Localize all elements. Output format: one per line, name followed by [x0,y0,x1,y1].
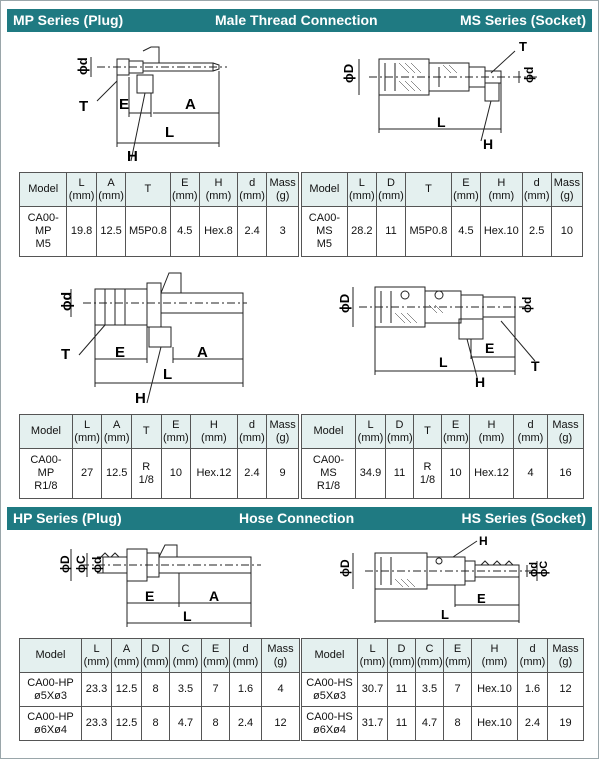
cell-mass: 4 [262,673,300,707]
ms-m5-spec-table [301,172,583,257]
header-d: d (mm) [522,173,551,207]
section-header-male-thread [7,9,592,32]
dim-h-label: H [135,390,146,407]
cell-model: CA00-HS ø6Xø4 [302,707,358,741]
table-row [20,207,299,257]
cell-d: 2.4 [230,707,262,741]
dim-t-label: T [531,358,540,374]
ms-series-title: MS Series (Socket) [459,12,586,28]
dim-h-label: H [127,148,138,165]
dim-e-label: E [115,344,126,361]
cell-mass: 10 [551,207,582,257]
cell-l: 23.3 [82,707,112,741]
header-t: T [131,415,161,449]
hs-spec-table [301,638,584,741]
cell-h: Hex.10 [472,707,518,741]
table-row [302,673,584,707]
dim-d-label: ϕd [90,556,104,573]
ms-m5-socket-drawing [339,37,589,167]
table-row [20,673,300,707]
header-c: C (mm) [416,639,444,673]
header-l: L (mm) [82,639,112,673]
cell-d: 2.5 [522,207,551,257]
dim-e-label: E [477,591,486,606]
header-l: L (mm) [67,173,96,207]
cell-h: Hex.10 [472,673,518,707]
cell-l: 30.7 [358,673,388,707]
dim-h-label: H [483,136,494,152]
cell-e: 4.5 [170,207,199,257]
table-row [302,207,583,257]
mp-m5-spec-table [19,172,299,257]
dim-d-label: ϕd [75,57,90,75]
cell-cap-d: 11 [386,449,414,499]
cell-d: 2.4 [237,449,267,499]
table-header-row [302,415,584,449]
dim-h-label: H [479,534,488,548]
table-header-row [20,173,299,207]
cell-l: 19.8 [67,207,96,257]
table-row [302,707,584,741]
cell-c: 3.5 [170,673,202,707]
hp-spec-table [19,638,300,741]
dim-t-label: T [61,346,71,363]
ms-r18-socket-drawing [335,265,589,391]
cell-d: 1.6 [230,673,262,707]
cell-h: Hex.8 [200,207,238,257]
cell-mass: 12 [262,707,300,741]
hose-connection-title: Hose Connection [239,510,355,526]
cell-c: 3.5 [416,673,444,707]
header-mass: Mass (g) [267,415,299,449]
header-mass: Mass (g) [267,173,299,207]
cell-mass: 9 [267,449,299,499]
header-cap-d: D (mm) [142,639,170,673]
header-e: E (mm) [170,173,199,207]
cell-mass: 19 [548,707,584,741]
cell-h: Hex.12 [191,449,237,499]
cell-mass: 16 [548,449,584,499]
header-a: A (mm) [112,639,142,673]
dim-t-label: T [519,39,527,54]
cell-model: CA00- MS R1/8 [302,449,356,499]
hs-series-title: HS Series (Socket) [461,510,586,526]
cell-cap-d: 11 [388,673,416,707]
header-h: H (mm) [480,173,522,207]
dim-a-label: A [209,588,220,604]
male-thread-title: Male Thread Connection [215,12,378,28]
table-row [302,449,584,499]
header-model: Model [20,415,73,449]
header-cap-d: D (mm) [376,173,405,207]
header-e: E (mm) [444,639,472,673]
dim-e-label: E [145,588,155,604]
hp-series-title: HP Series (Plug) [13,510,122,526]
header-a: A (mm) [102,415,132,449]
mp-r18-plug-drawing [57,263,297,407]
cell-cap-d: 11 [388,707,416,741]
header-t: T [406,173,452,207]
dim-l-label: L [439,354,448,370]
cell-e: 4.5 [451,207,480,257]
cell-l: 23.3 [82,673,112,707]
table-header-row [302,173,583,207]
header-d: d (mm) [518,639,548,673]
dim-e-label: E [119,96,130,113]
mp-r18-spec-table [19,414,299,499]
cell-model: CA00- MP M5 [20,207,67,257]
header-l: L (mm) [358,639,388,673]
cell-t: M5P0.8 [126,207,170,257]
cell-d: 4 [514,449,548,499]
cell-d: 1.6 [518,673,548,707]
header-model: Model [20,639,82,673]
dim-cap-d-label: ϕD [341,63,356,83]
dim-e-label: E [485,340,495,356]
header-mass: Mass (g) [548,415,584,449]
header-h: H (mm) [191,415,237,449]
header-model: Model [302,415,356,449]
header-h: H (mm) [200,173,238,207]
cell-l: 28.2 [347,207,376,257]
header-d: d (mm) [237,173,266,207]
header-cap-d: D (mm) [386,415,414,449]
cell-l: 31.7 [358,707,388,741]
header-l: L (mm) [356,415,386,449]
cell-h: Hex.10 [480,207,522,257]
header-e: E (mm) [451,173,480,207]
header-mass: Mass (g) [551,173,582,207]
dim-l-label: L [163,366,173,383]
table-header-row [20,639,300,673]
cell-e: 10 [442,449,470,499]
header-t: T [414,415,442,449]
cell-model: CA00- MS M5 [302,207,348,257]
cell-cap-d: 8 [142,707,170,741]
dim-cap-d-label: ϕD [338,559,352,577]
header-model: Model [302,639,358,673]
cell-mass: 12 [548,673,584,707]
header-t: T [126,173,170,207]
dim-h-label: H [475,374,486,390]
cell-l: 27 [72,449,102,499]
dim-d-label: ϕd [522,66,536,83]
header-c: C (mm) [170,639,202,673]
dim-l-label: L [165,124,175,141]
header-cap-d: D (mm) [388,639,416,673]
dim-cap-d-label: ϕD [337,293,352,313]
cell-t: R 1/8 [414,449,442,499]
header-a: A (mm) [96,173,125,207]
header-e: E (mm) [161,415,191,449]
cell-a: 12.5 [112,707,142,741]
cell-t: M5P0.8 [406,207,452,257]
header-h: H (mm) [470,415,514,449]
dim-l-label: L [437,114,446,130]
cell-d: 2.4 [237,207,266,257]
header-e: E (mm) [442,415,470,449]
header-mass: Mass (g) [262,639,300,673]
header-mass: Mass (g) [548,639,584,673]
header-model: Model [20,173,67,207]
dim-l-label: L [183,608,192,624]
header-model: Model [302,173,348,207]
header-d: d (mm) [514,415,548,449]
cell-e: 10 [161,449,191,499]
dim-c-label: ϕC [538,560,550,577]
cell-mass: 3 [267,207,299,257]
dim-l-label: L [441,607,449,622]
mp-series-title: MP Series (Plug) [13,12,124,28]
cell-l: 34.9 [356,449,386,499]
dim-c-label: ϕC [74,555,88,573]
cell-e: 8 [202,707,230,741]
cell-cap-d: 11 [376,207,405,257]
dim-a-label: A [185,96,196,113]
cell-d: 2.4 [518,707,548,741]
hs-hose-socket-drawing [337,535,589,631]
header-d: d (mm) [237,415,267,449]
cell-c: 4.7 [170,707,202,741]
dim-a-label: A [197,344,208,361]
cell-h: Hex.12 [470,449,514,499]
cell-cap-d: 8 [142,673,170,707]
header-h: H (mm) [472,639,518,673]
hp-hose-plug-drawing [58,535,297,633]
cell-a: 12.5 [112,673,142,707]
cell-model: CA00-HS ø5Xø3 [302,673,358,707]
cell-e: 7 [202,673,230,707]
cell-a: 12.5 [96,207,125,257]
table-row [20,707,300,741]
table-header-row [20,415,299,449]
table-row [20,449,299,499]
cell-model: CA00- MP R1/8 [20,449,73,499]
ms-r18-spec-table [301,414,584,499]
cell-e: 7 [444,673,472,707]
dim-t-label: T [79,98,89,115]
table-header-row [302,639,584,673]
header-l: L (mm) [72,415,102,449]
dim-d-label: ϕd [58,291,74,311]
dim-d-label: ϕd [528,562,540,577]
header-d: d (mm) [230,639,262,673]
cell-model: CA00-HP ø6Xø4 [20,707,82,741]
dim-d-label: ϕd [520,296,534,313]
dim-cap-d-label: ϕD [58,555,72,573]
mp-m5-plug-drawing [67,37,297,167]
cell-c: 4.7 [416,707,444,741]
header-e: E (mm) [202,639,230,673]
cell-e: 8 [444,707,472,741]
cell-t: R 1/8 [131,449,161,499]
cell-model: CA00-HP ø5Xø3 [20,673,82,707]
section-header-hose [7,507,592,530]
cell-a: 12.5 [102,449,132,499]
header-l: L (mm) [347,173,376,207]
